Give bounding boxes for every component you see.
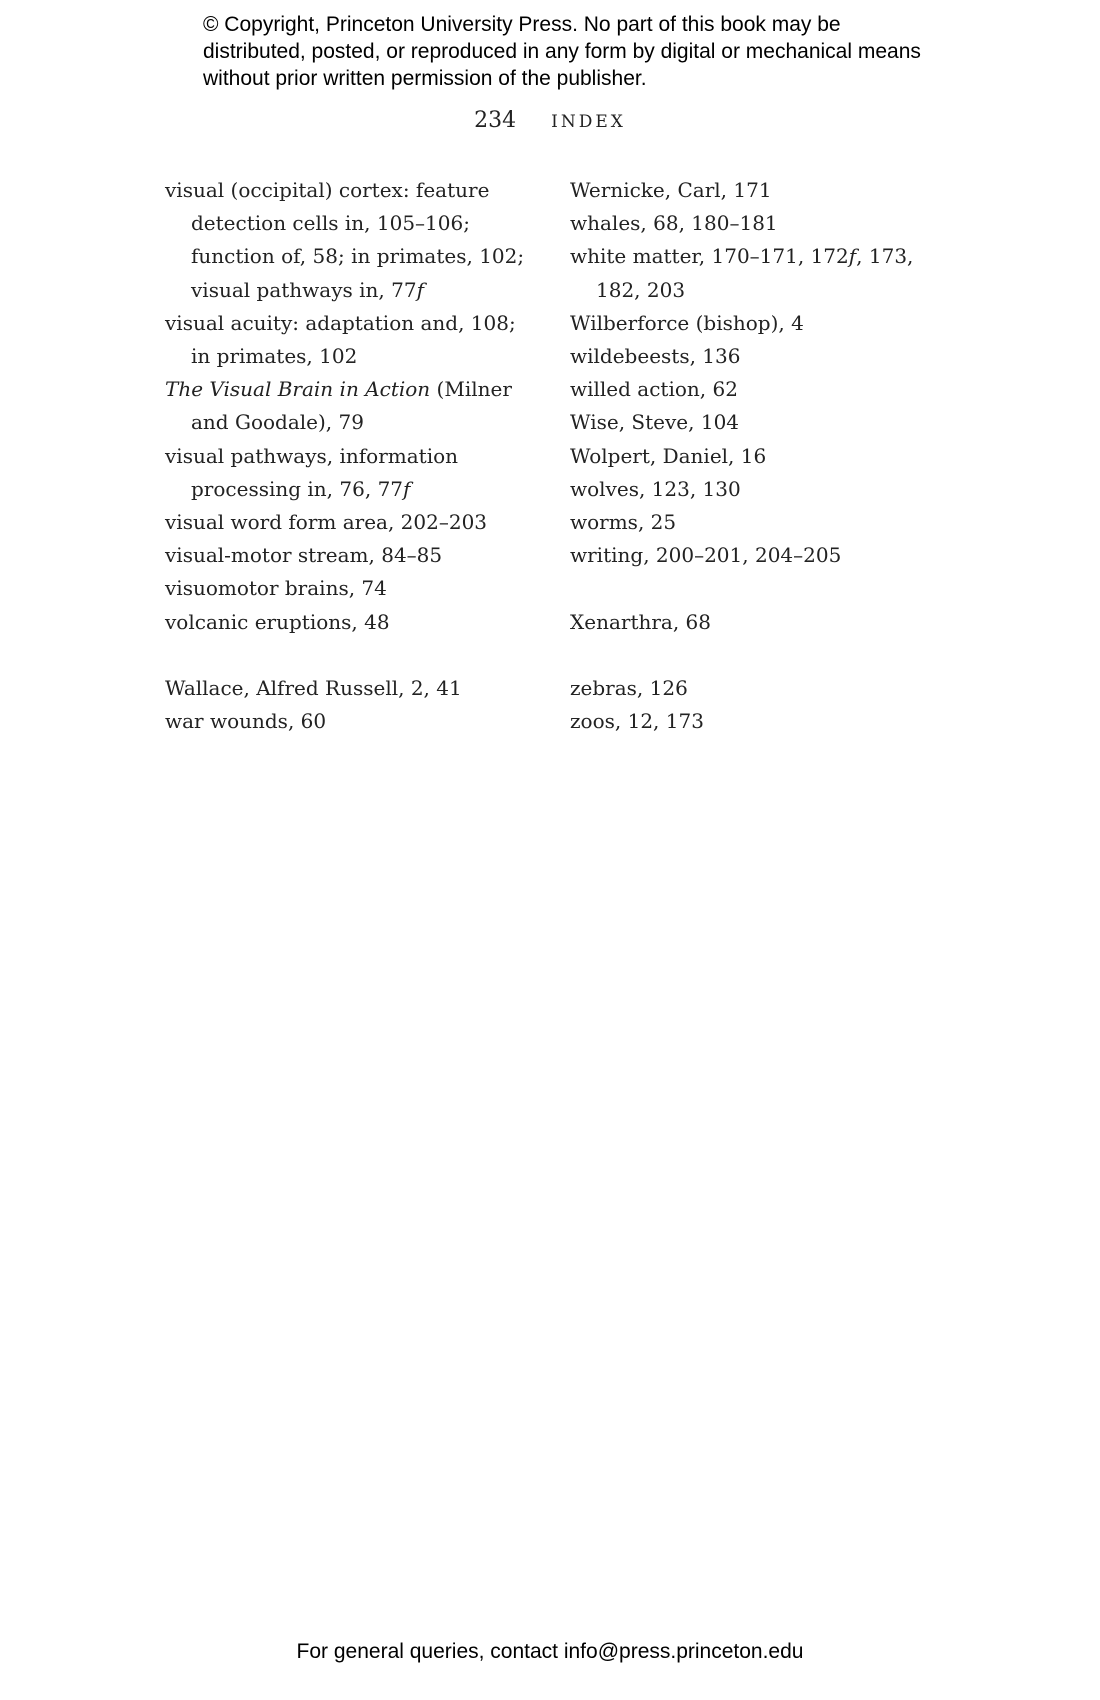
- letter-group-gap: [570, 572, 950, 605]
- index-entry: Wilberforce (bishop), 4: [570, 310, 804, 335]
- letter-group-gap: [570, 639, 950, 672]
- index-entry: worms, 25: [570, 510, 677, 535]
- index-entry: war wounds, 60: [165, 709, 327, 734]
- index-entry: willed action, 62: [570, 377, 738, 402]
- index-entry: visual acuity: adaptation and, 108; in primates, 102: [165, 310, 516, 369]
- index-entry: Wise, Steve, 104: [570, 410, 740, 435]
- page-number: 234: [474, 108, 517, 133]
- letter-group-gap: [165, 639, 535, 672]
- index-entry: visual pathways, information processing in, 76, 77f: [165, 443, 459, 501]
- footer-contact: For general queries, contact info@press.princeton.edu: [296, 1640, 804, 1663]
- index-column-right: [570, 174, 950, 738]
- index-entry: Wernicke, Carl, 171: [570, 178, 772, 202]
- index-entry: visual word form area, 202–203: [165, 510, 488, 535]
- index-entry: zoos, 12, 173: [570, 709, 704, 734]
- index-entry: wolves, 123, 130: [570, 476, 741, 501]
- index-entry: Wallace, Alfred Russell, 2, 41: [165, 676, 462, 701]
- index-entry: volcanic eruptions, 48: [165, 609, 390, 634]
- index-entry: wildebeests, 136: [570, 344, 741, 369]
- index-entry: Xenarthra, 68: [570, 609, 712, 634]
- index-entry: writing, 200–201, 204–205: [570, 543, 842, 568]
- index-entry: whales, 68, 180–181: [570, 211, 778, 236]
- index-entry: Wolpert, Daniel, 16: [570, 443, 767, 468]
- index-entry: visual-motor stream, 84–85: [165, 543, 443, 568]
- index-column-left: [165, 174, 535, 738]
- section-title: INDEX: [551, 112, 626, 132]
- index-entry: zebras, 126: [570, 676, 688, 701]
- index-entry: The Visual Brain in Action (Milner and Goodale), 79: [165, 377, 512, 435]
- index-entry: white matter, 170–171, 172f, 173, 182, 203: [570, 244, 914, 302]
- running-head: [0, 108, 1100, 133]
- copyright-notice: © Copyright, Princeton University Press. No part of this book may be distributed, posted, or reproduced in any form by digital or mechanical means without prior written permission of the publisher.: [203, 13, 921, 90]
- index-entry: visual (occipital) cortex: feature detection cells in, 105–106; function of, 58; in primates, 102; visual pathways in, 77f: [165, 178, 525, 302]
- index-entry: visuomotor brains, 74: [165, 576, 387, 601]
